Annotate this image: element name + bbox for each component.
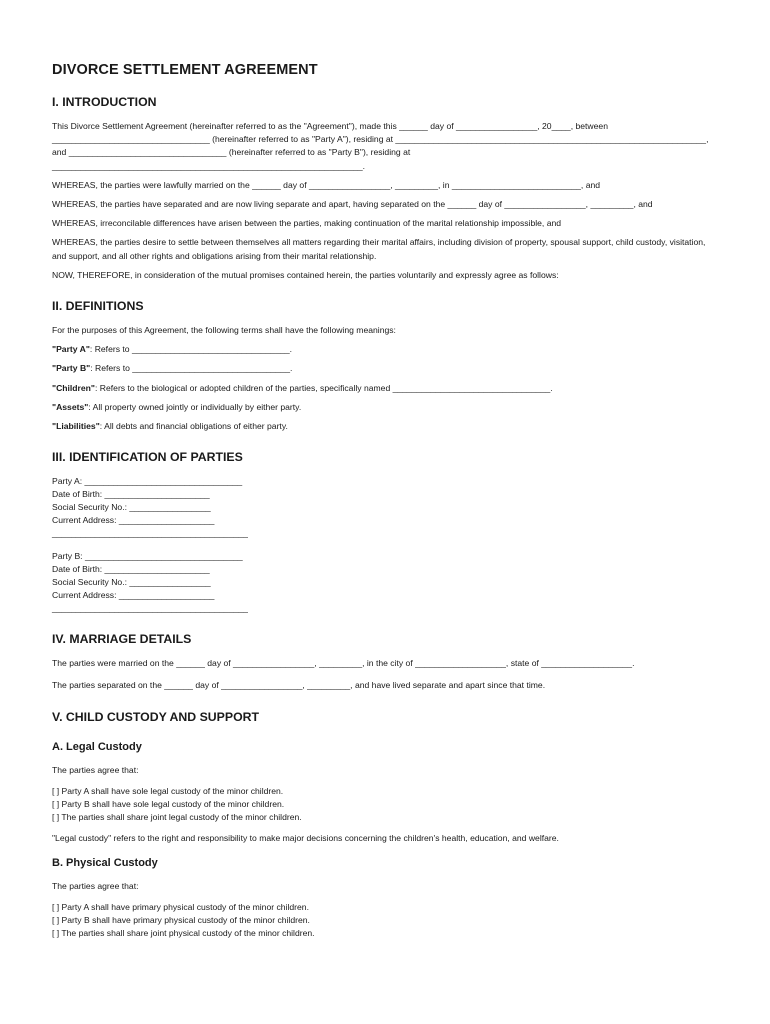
legal-custody-options: [ ] Party A shall have sole legal custody of the minor children. [ ] Party B shall have sole legal custody of the minor children. [ ] The parties shall share joint legal custody of the minor children.: [52, 785, 302, 822]
now-therefore-paragraph: NOW, THEREFORE, in consideration of the mutual promises contained herein, the parties voluntarily and expressly agree as follows:: [52, 269, 559, 280]
marriage-date-paragraph: The parties were married on the ______ day of _________________, _________, in the city of ___________________, state of ___________________.: [52, 658, 635, 669]
definition-term: "Party A": [52, 344, 90, 355]
definition-term: "Party B": [52, 363, 91, 374]
section-heading-introduction: I. INTRODUCTION: [52, 95, 157, 109]
definition-party-a: [52, 343, 716, 356]
definitions-intro: For the purposes of this Agreement, the following terms shall have the following meanings:: [52, 325, 396, 336]
legal-custody-intro: The parties agree that:: [52, 764, 139, 775]
definition-liabilities: [52, 420, 716, 433]
definition-text: : Refers to _________________________________.: [89, 344, 293, 355]
physical-custody-intro: The parties agree that:: [52, 881, 139, 892]
section-heading-custody: V. CHILD CUSTODY AND SUPPORT: [52, 709, 260, 724]
definition-term: "Children": [52, 382, 96, 393]
document-body: [52, 62, 716, 940]
definition-party-b: [52, 362, 716, 375]
physical-custody-options: [ ] Party A shall have primary physical custody of the minor children. [ ] Party B shall have primary physical custody of the minor children. [ ] The parties shall share joint physical custody of the minor children.: [52, 902, 315, 939]
legal-custody-note: "Legal custody" refers to the right and responsibility to make major decisions concerning the children's health, education, and welfare.: [52, 832, 559, 843]
whereas-differences-paragraph: WHEREAS, irreconcilable differences have arisen between the parties, making continuation of the marital relationship impossible, and: [52, 218, 562, 229]
whereas-settle-paragraph: WHEREAS, the parties desire to settle between themselves all matters regarding their marital affairs, including division of property, spousal support, child custody, visitation, and support, and all other rights and obligations arising from their marital relationship.: [52, 237, 708, 261]
definition-term: "Liabilities": [52, 421, 100, 432]
intro-opening-paragraph: This Divorce Settlement Agreement (hereinafter referred to as the "Agreement"), made this ______ day of _________________, 20____, between _________________________________ (hereinafter referred to as "Party A"), residing at _________________________________________________________________, and _________________________________ (hereinafter referred to as "Party B"), residing at _________________________________________________________________.: [52, 121, 711, 171]
party-b-identification-block: Party B: _________________________________ Date of Birth: ______________________ Social Security No.: _________________ Current Address: ____________________ _________________________________________: [52, 551, 248, 614]
whereas-married-paragraph: WHEREAS, the parties were lawfully married on the ______ day of _________________, _________, in ___________________________, and: [52, 179, 601, 190]
section-heading-definitions: II. DEFINITIONS: [52, 299, 144, 314]
section-heading-marriage: IV. MARRIAGE DETAILS: [52, 632, 192, 647]
definition-text: : All debts and financial obligations of either party.: [99, 421, 288, 432]
definition-children: [52, 382, 716, 395]
physical-custody-heading: B. Physical Custody: [52, 857, 158, 870]
separation-date-paragraph: The parties separated on the ______ day of _________________, _________, and have lived separate and apart since that time.: [52, 680, 546, 691]
section-heading-identification: III. IDENTIFICATION OF PARTIES: [52, 450, 243, 465]
definition-term: "Assets": [52, 401, 89, 412]
definition-text: : Refers to the biological or adopted children of the parties, specifically named _________________________________.: [95, 382, 553, 393]
document-title: DIVORCE SETTLEMENT AGREEMENT: [52, 62, 318, 78]
whereas-separated-paragraph: WHEREAS, the parties have separated and are now living separate and apart, having separated on the ______ day of _________________, _________, and: [52, 199, 653, 210]
definition-assets: [52, 401, 716, 414]
definition-text: : Refers to _________________________________.: [90, 363, 293, 374]
definition-text: : All property owned jointly or individually by either party.: [88, 401, 302, 412]
party-a-identification-block: Party A: _________________________________ Date of Birth: ______________________ Social Security No.: _________________ Current Address: ____________________ _________________________________________: [52, 476, 248, 539]
legal-custody-heading: A. Legal Custody: [52, 740, 142, 753]
